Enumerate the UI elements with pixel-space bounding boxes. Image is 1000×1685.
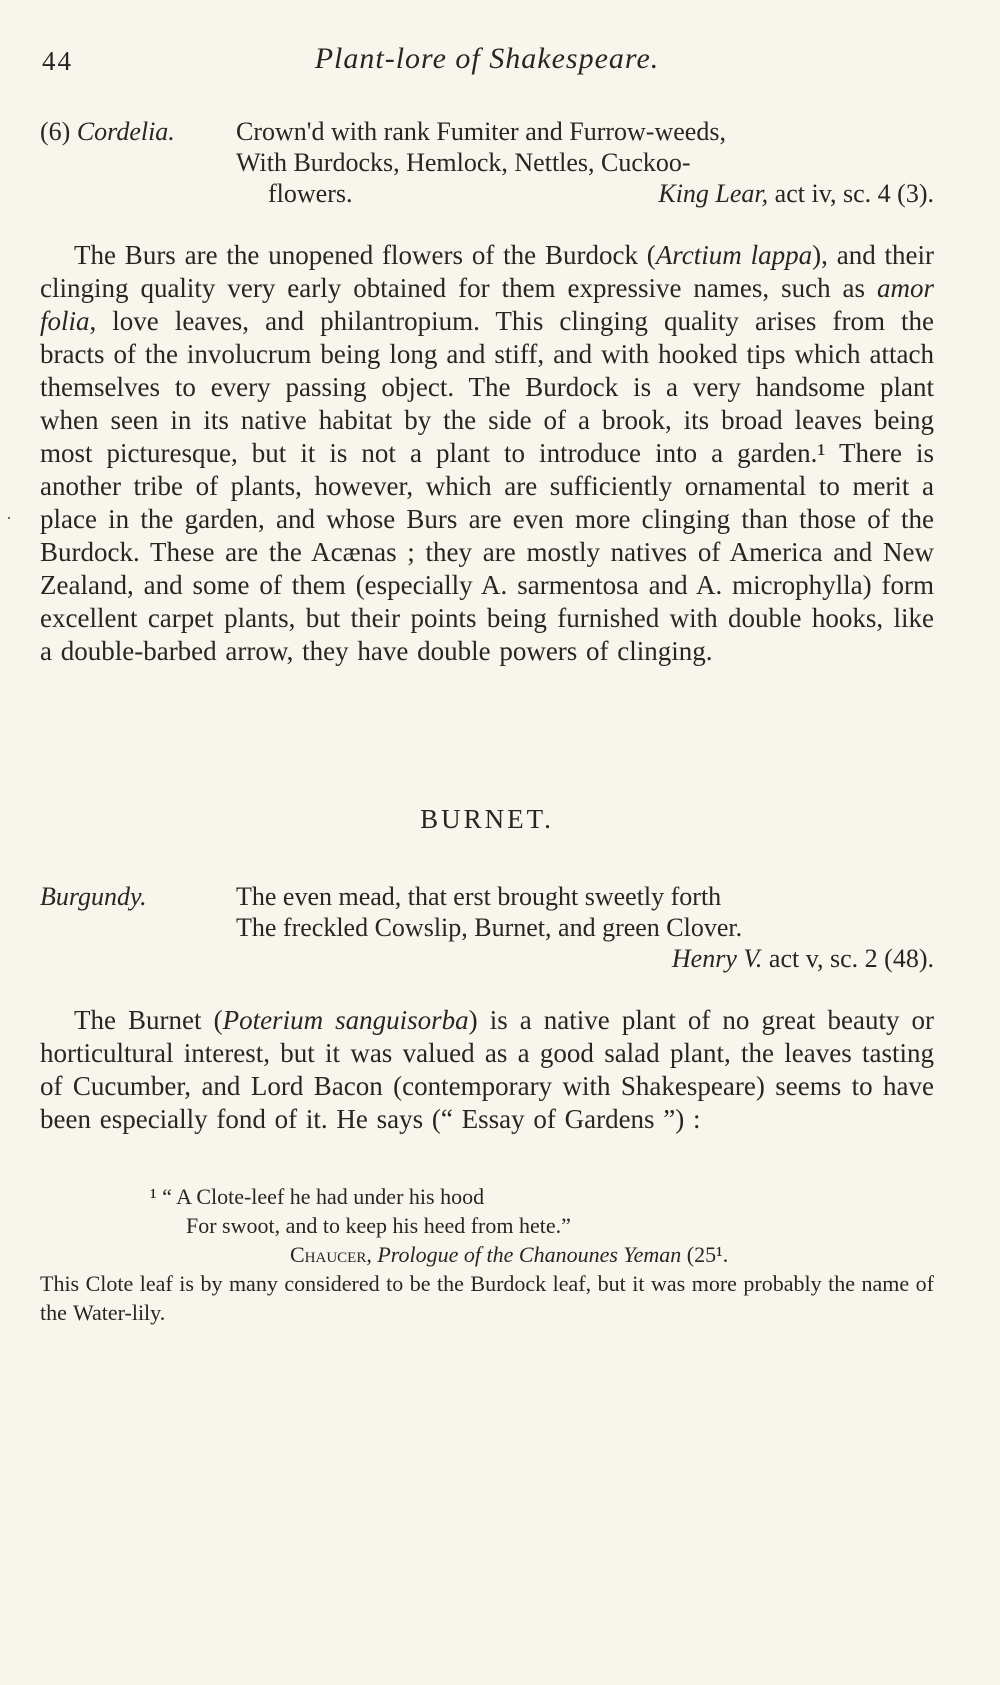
body-paragraph-burdock	[40, 239, 934, 668]
footnote-comment: This Clote leaf is by many considered to be the Burdock leaf, but it was more probably the name of the Water-lily.	[40, 1271, 934, 1325]
latin-name-poterium-sanguisorba: Poterium sanguisorba	[222, 1005, 469, 1035]
footnote-citation	[290, 1240, 934, 1269]
footnote-block	[40, 1182, 934, 1327]
scan-artifact-mark: ·	[6, 508, 12, 528]
paragraph-segment: , love leaves, and philantropium. This clinging quality arises from the bracts of the involucrum being long and stiff, and with hooked tips which attach themselves to every passing object. The Burdock is a very handsome plant when seen in its native habitat by the side of a brook, its broad leaves being most picturesque, but it is not a plant to introduce into a garden.¹ There is another tribe of plants, however, which are sufficiently ornamental to merit a place in the garden, and whose Burs are even more clinging than those of the Burdock. These are the Acænas ; they are mostly natives of America and New Zealand, and some of them (especially A. sarmentosa and A. microphylla) form excellent carpet plants, but their points being furnished with double hooks, like a double-barbed arrow, they have double powers of clinging.	[40, 306, 934, 666]
page-number: 44	[42, 46, 73, 76]
term-amor-folia: amor folia	[40, 273, 934, 336]
quote-source-detail: act iv, sc. 4 (3).	[768, 179, 934, 208]
section-heading-burnet: BURNET.	[420, 804, 554, 834]
quote-line: The even mead, that erst brought sweetly forth	[236, 882, 722, 911]
paragraph-segment: The Burnet (	[74, 1005, 223, 1035]
quote-lines	[236, 881, 934, 974]
footnote-work-title: Prologue of the Chanounes Yeman	[377, 1242, 687, 1267]
quote-line-with-attribution	[236, 178, 934, 209]
quote-line: The freckled Cowslip, Burnet, and green Clover.	[236, 913, 743, 942]
running-title: Plant-lore of Shakespeare.	[314, 42, 660, 75]
quote-attribution	[236, 943, 934, 974]
footnote-verse-line: ¹ “ A Clote-leef he had under his hood	[150, 1184, 485, 1209]
paragraph-segment: ) is a native plant of no great beauty or horticultural interest, but it was valued as a good salad plant, the leaves tasting of Cucumber, and Lord Bacon (contemporary with Shakespeare) seems to have been especially fond of it. He says (“ Essay of Gardens ”) :	[40, 1005, 935, 1134]
quote-attribution	[658, 178, 934, 209]
quote-block-burgundy	[40, 881, 934, 974]
footnote-author: Chaucer,	[290, 1242, 378, 1267]
paragraph-segment: The Burs are the unopened flowers of the Burdock (	[74, 240, 656, 270]
quote-line: Crown'd with rank Fumiter and Furrow-weeds,	[236, 117, 726, 146]
quote-line-continuation: flowers.	[268, 179, 353, 208]
quote-block-cordelia	[40, 116, 934, 209]
quote-lines	[236, 116, 934, 209]
quote-speaker-cordelia	[40, 116, 236, 209]
latin-name-arctium-lappa: Arctium lappa	[655, 240, 813, 270]
footnote-verse-line: For swoot, and to keep his heed from hete.”	[186, 1213, 571, 1238]
quote-speaker-name: Cordelia.	[76, 117, 175, 146]
page-header	[40, 42, 934, 86]
quote-source-detail: act v, sc. 2 (48).	[762, 944, 934, 973]
footnote-line-ref: (25¹.	[686, 1242, 729, 1267]
quote-ref-number: (6)	[40, 117, 77, 146]
paragraph-segment: ), and their clinging quality very early obtained for them expressive names, such as	[40, 240, 935, 303]
quote-line: With Burdocks, Hemlock, Nettles, Cuckoo-	[236, 148, 691, 177]
quote-source-title: King Lear,	[658, 179, 769, 208]
body-paragraph-burnet	[40, 1004, 934, 1136]
quote-speaker-burgundy: Burgundy.	[40, 882, 147, 911]
quote-source-title: Henry V.	[671, 944, 763, 973]
